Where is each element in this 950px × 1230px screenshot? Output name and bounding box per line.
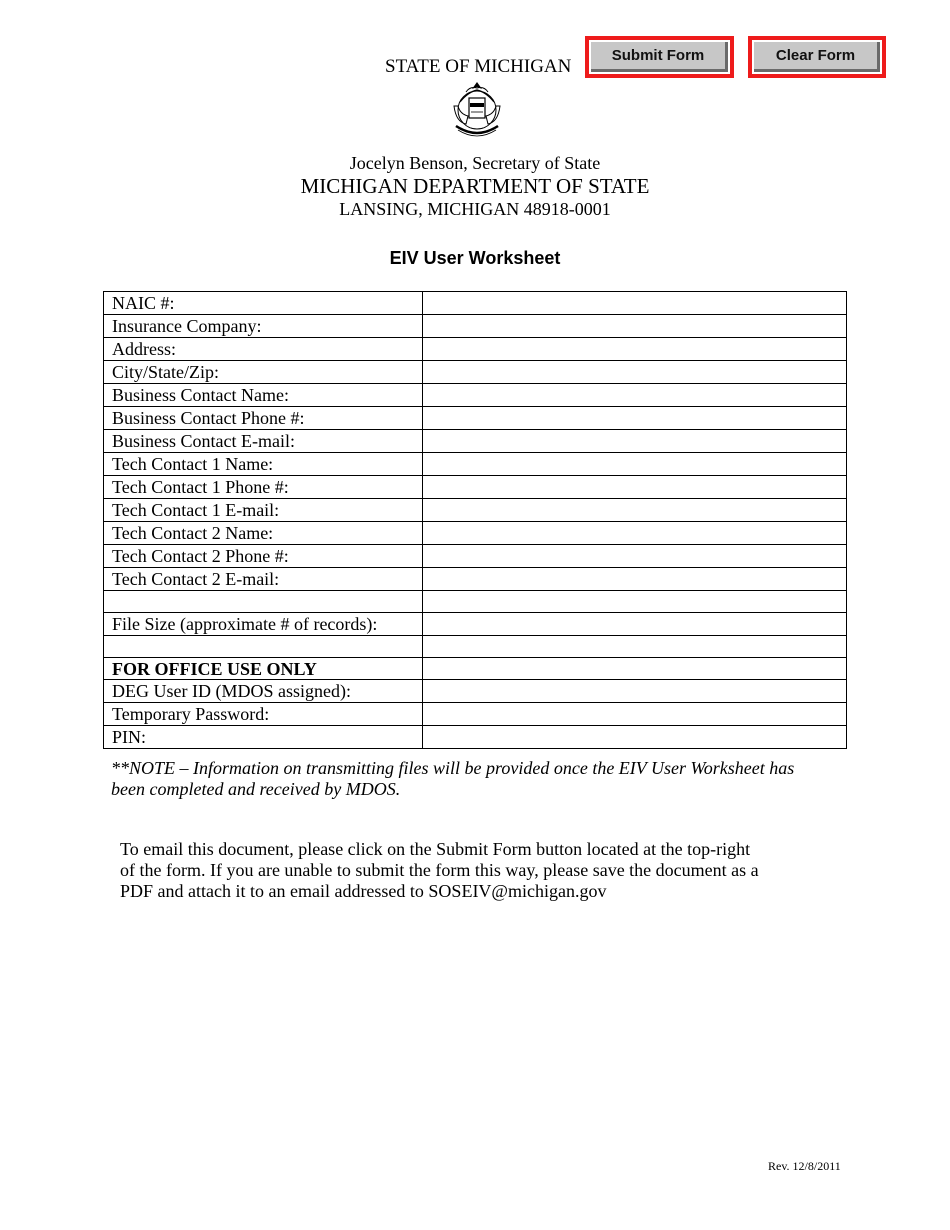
business-contact-phone-label: Business Contact Phone #: — [104, 407, 423, 430]
table-row — [104, 338, 847, 361]
tech-contact-2-phone-input[interactable] — [423, 547, 846, 567]
temporary-password-input[interactable] — [423, 705, 846, 725]
file-size-input[interactable] — [423, 615, 846, 635]
table-row — [104, 476, 847, 499]
office-use-heading: FOR OFFICE USE ONLY — [104, 658, 423, 680]
clear-form-label: Clear Form — [754, 42, 880, 72]
table-row — [104, 568, 847, 591]
insurance-company-label: Insurance Company: — [104, 315, 423, 338]
table-row — [104, 499, 847, 522]
instruction-line: of the form. If you are unable to submit the form this way, please save the document as a — [120, 860, 759, 880]
table-row — [104, 361, 847, 384]
blank-row-value — [423, 636, 847, 658]
blank-row-value — [423, 591, 847, 613]
table-row — [104, 658, 847, 680]
deg-user-id-label: DEG User ID (MDOS assigned): — [104, 680, 423, 703]
pin-input[interactable] — [423, 728, 846, 748]
note-line: been completed and received by MDOS. — [111, 779, 401, 799]
table-row — [104, 292, 847, 315]
email-instructions — [120, 839, 820, 902]
tech-contact-1-phone-label: Tech Contact 1 Phone #: — [104, 476, 423, 499]
submit-form-label: Submit Form — [591, 42, 728, 72]
tech-contact-2-name-label: Tech Contact 2 Name: — [104, 522, 423, 545]
instruction-line: PDF and attach it to an email addressed to SOSEIV@michigan.gov — [120, 881, 607, 901]
table-row — [104, 703, 847, 726]
blank-row-label — [104, 591, 423, 613]
table-row — [104, 680, 847, 703]
city-state-zip-input[interactable] — [423, 363, 846, 383]
table-row — [104, 407, 847, 430]
table-row — [104, 384, 847, 407]
state-title: STATE OF MICHIGAN — [385, 56, 572, 77]
tech-contact-1-name-input[interactable] — [423, 455, 846, 475]
business-contact-name-input[interactable] — [423, 386, 846, 406]
file-size-label: File Size (approximate # of records): — [104, 613, 423, 636]
worksheet-table — [103, 291, 847, 749]
pin-label: PIN: — [104, 726, 423, 749]
insurance-company-input[interactable] — [423, 317, 846, 337]
note-line: **NOTE – Information on transmitting files will be provided once the EIV User Worksheet has — [111, 758, 795, 778]
table-row — [104, 613, 847, 636]
naic-input[interactable] — [423, 294, 846, 314]
table-row — [104, 545, 847, 568]
table-row — [104, 591, 847, 613]
transmission-note — [111, 758, 841, 800]
tech-contact-2-email-input[interactable] — [423, 570, 846, 590]
table-row — [104, 315, 847, 338]
form-title: EIV User Worksheet — [389, 248, 561, 268]
table-row — [104, 453, 847, 476]
table-row — [104, 636, 847, 658]
table-row — [104, 522, 847, 545]
tech-contact-1-email-label: Tech Contact 1 E-mail: — [104, 499, 423, 522]
tech-contact-2-email-label: Tech Contact 2 E-mail: — [104, 568, 423, 591]
deg-user-id-input[interactable] — [423, 682, 846, 702]
tech-contact-1-name-label: Tech Contact 1 Name: — [104, 453, 423, 476]
address-input[interactable] — [423, 340, 846, 360]
business-contact-phone-input[interactable] — [423, 409, 846, 429]
secretary-name: Jocelyn Benson, Secretary of State — [349, 153, 601, 173]
department-address: LANSING, MICHIGAN 48918-0001 — [339, 199, 611, 219]
clear-form-button[interactable] — [748, 36, 886, 78]
tech-contact-2-name-input[interactable] — [423, 524, 846, 544]
tech-contact-1-phone-input[interactable] — [423, 478, 846, 498]
address-label: Address: — [104, 338, 423, 361]
tech-contact-2-phone-label: Tech Contact 2 Phone #: — [104, 545, 423, 568]
business-contact-email-input[interactable] — [423, 432, 846, 452]
agency-header — [0, 152, 950, 221]
naic-label: NAIC #: — [104, 292, 423, 315]
tech-contact-1-email-input[interactable] — [423, 501, 846, 521]
instruction-line: To email this document, please click on the Submit Form button located at the top-right — [120, 839, 751, 859]
temporary-password-label: Temporary Password: — [104, 703, 423, 726]
table-row — [104, 726, 847, 749]
department-name: MICHIGAN DEPARTMENT OF STATE — [300, 174, 650, 198]
office-use-value — [423, 658, 847, 680]
city-state-zip-label: City/State/Zip: — [104, 361, 423, 384]
business-contact-name-label: Business Contact Name: — [104, 384, 423, 407]
table-row — [104, 430, 847, 453]
state-seal-icon — [446, 80, 508, 144]
revision-date: Rev. 12/8/2011 — [768, 1159, 841, 1173]
submit-form-button[interactable] — [585, 36, 734, 78]
blank-row-label — [104, 636, 423, 658]
business-contact-email-label: Business Contact E-mail: — [104, 430, 423, 453]
